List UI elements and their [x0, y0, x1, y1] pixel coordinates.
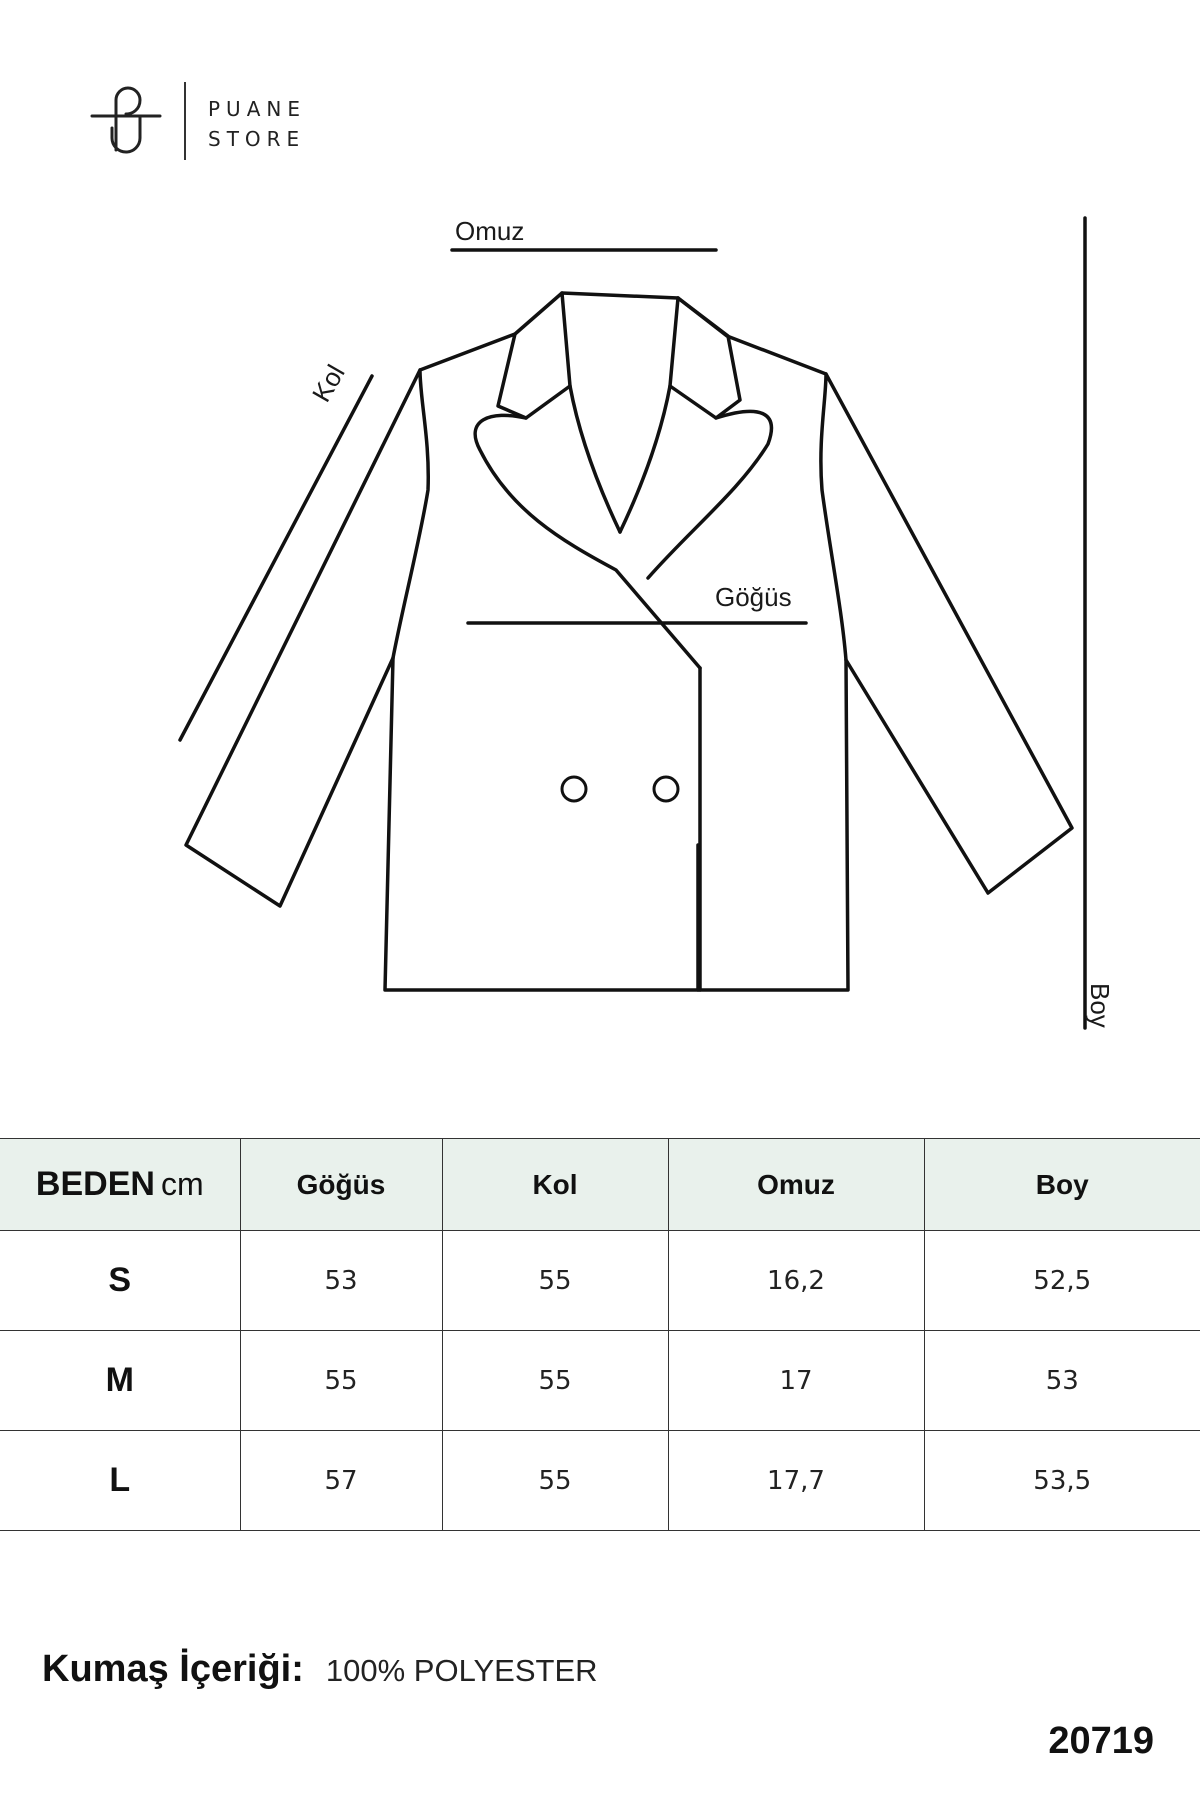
lapel-right — [648, 411, 771, 578]
header-size-label: BEDEN — [35, 1165, 155, 1203]
shoulder-cell: 17,7 — [668, 1431, 924, 1531]
label-sleeve: Kol — [306, 359, 351, 407]
chest-cell: 55 — [240, 1331, 442, 1431]
button-right — [654, 777, 678, 801]
collar-right — [670, 298, 740, 418]
fabric-content — [42, 1648, 598, 1691]
size-cell: L — [0, 1431, 240, 1531]
chest-cell: 53 — [240, 1231, 442, 1331]
jacket-left-sleeve — [186, 370, 420, 906]
fabric-value: 100% POLYESTER — [325, 1653, 598, 1688]
fabric-label: Kumaş İçeriği: — [42, 1648, 304, 1690]
header-shoulder: Omuz — [668, 1139, 924, 1231]
shoulder-cell: 17 — [668, 1331, 924, 1431]
product-code: 20719 — [1048, 1720, 1154, 1762]
size-cell: M — [0, 1331, 240, 1431]
length-cell: 52,5 — [924, 1231, 1200, 1331]
jacket-body-outline — [385, 293, 848, 990]
header-size — [0, 1139, 240, 1231]
sleeve-measure-line — [180, 376, 372, 740]
button-left — [562, 777, 586, 801]
length-cell: 53 — [924, 1331, 1200, 1431]
brand-name-line1: PUANE — [208, 97, 306, 121]
table-row — [0, 1231, 1200, 1331]
header-unit: cm — [160, 1166, 204, 1202]
header-length: Boy — [924, 1139, 1200, 1231]
sleeve-cell: 55 — [442, 1231, 668, 1331]
shoulder-cell: 16,2 — [668, 1231, 924, 1331]
header-sleeve: Kol — [442, 1139, 668, 1231]
label-chest: Göğüs — [715, 582, 792, 612]
header-chest: Göğüs — [240, 1139, 442, 1231]
brand-name-line2: STORE — [208, 127, 306, 151]
label-shoulder: Omuz — [455, 216, 525, 246]
length-cell: 53,5 — [924, 1431, 1200, 1531]
collar-left — [498, 334, 570, 418]
table-row — [0, 1331, 1200, 1431]
table-header-row — [0, 1139, 1200, 1231]
table-row — [0, 1431, 1200, 1531]
size-chart-table — [0, 1138, 1200, 1531]
sleeve-cell: 55 — [442, 1431, 668, 1531]
size-cell: S — [0, 1231, 240, 1331]
sleeve-cell: 55 — [442, 1331, 668, 1431]
label-length: Boy — [1085, 983, 1115, 1028]
jacket-right-sleeve — [826, 374, 1072, 893]
chest-cell: 57 — [240, 1431, 442, 1531]
